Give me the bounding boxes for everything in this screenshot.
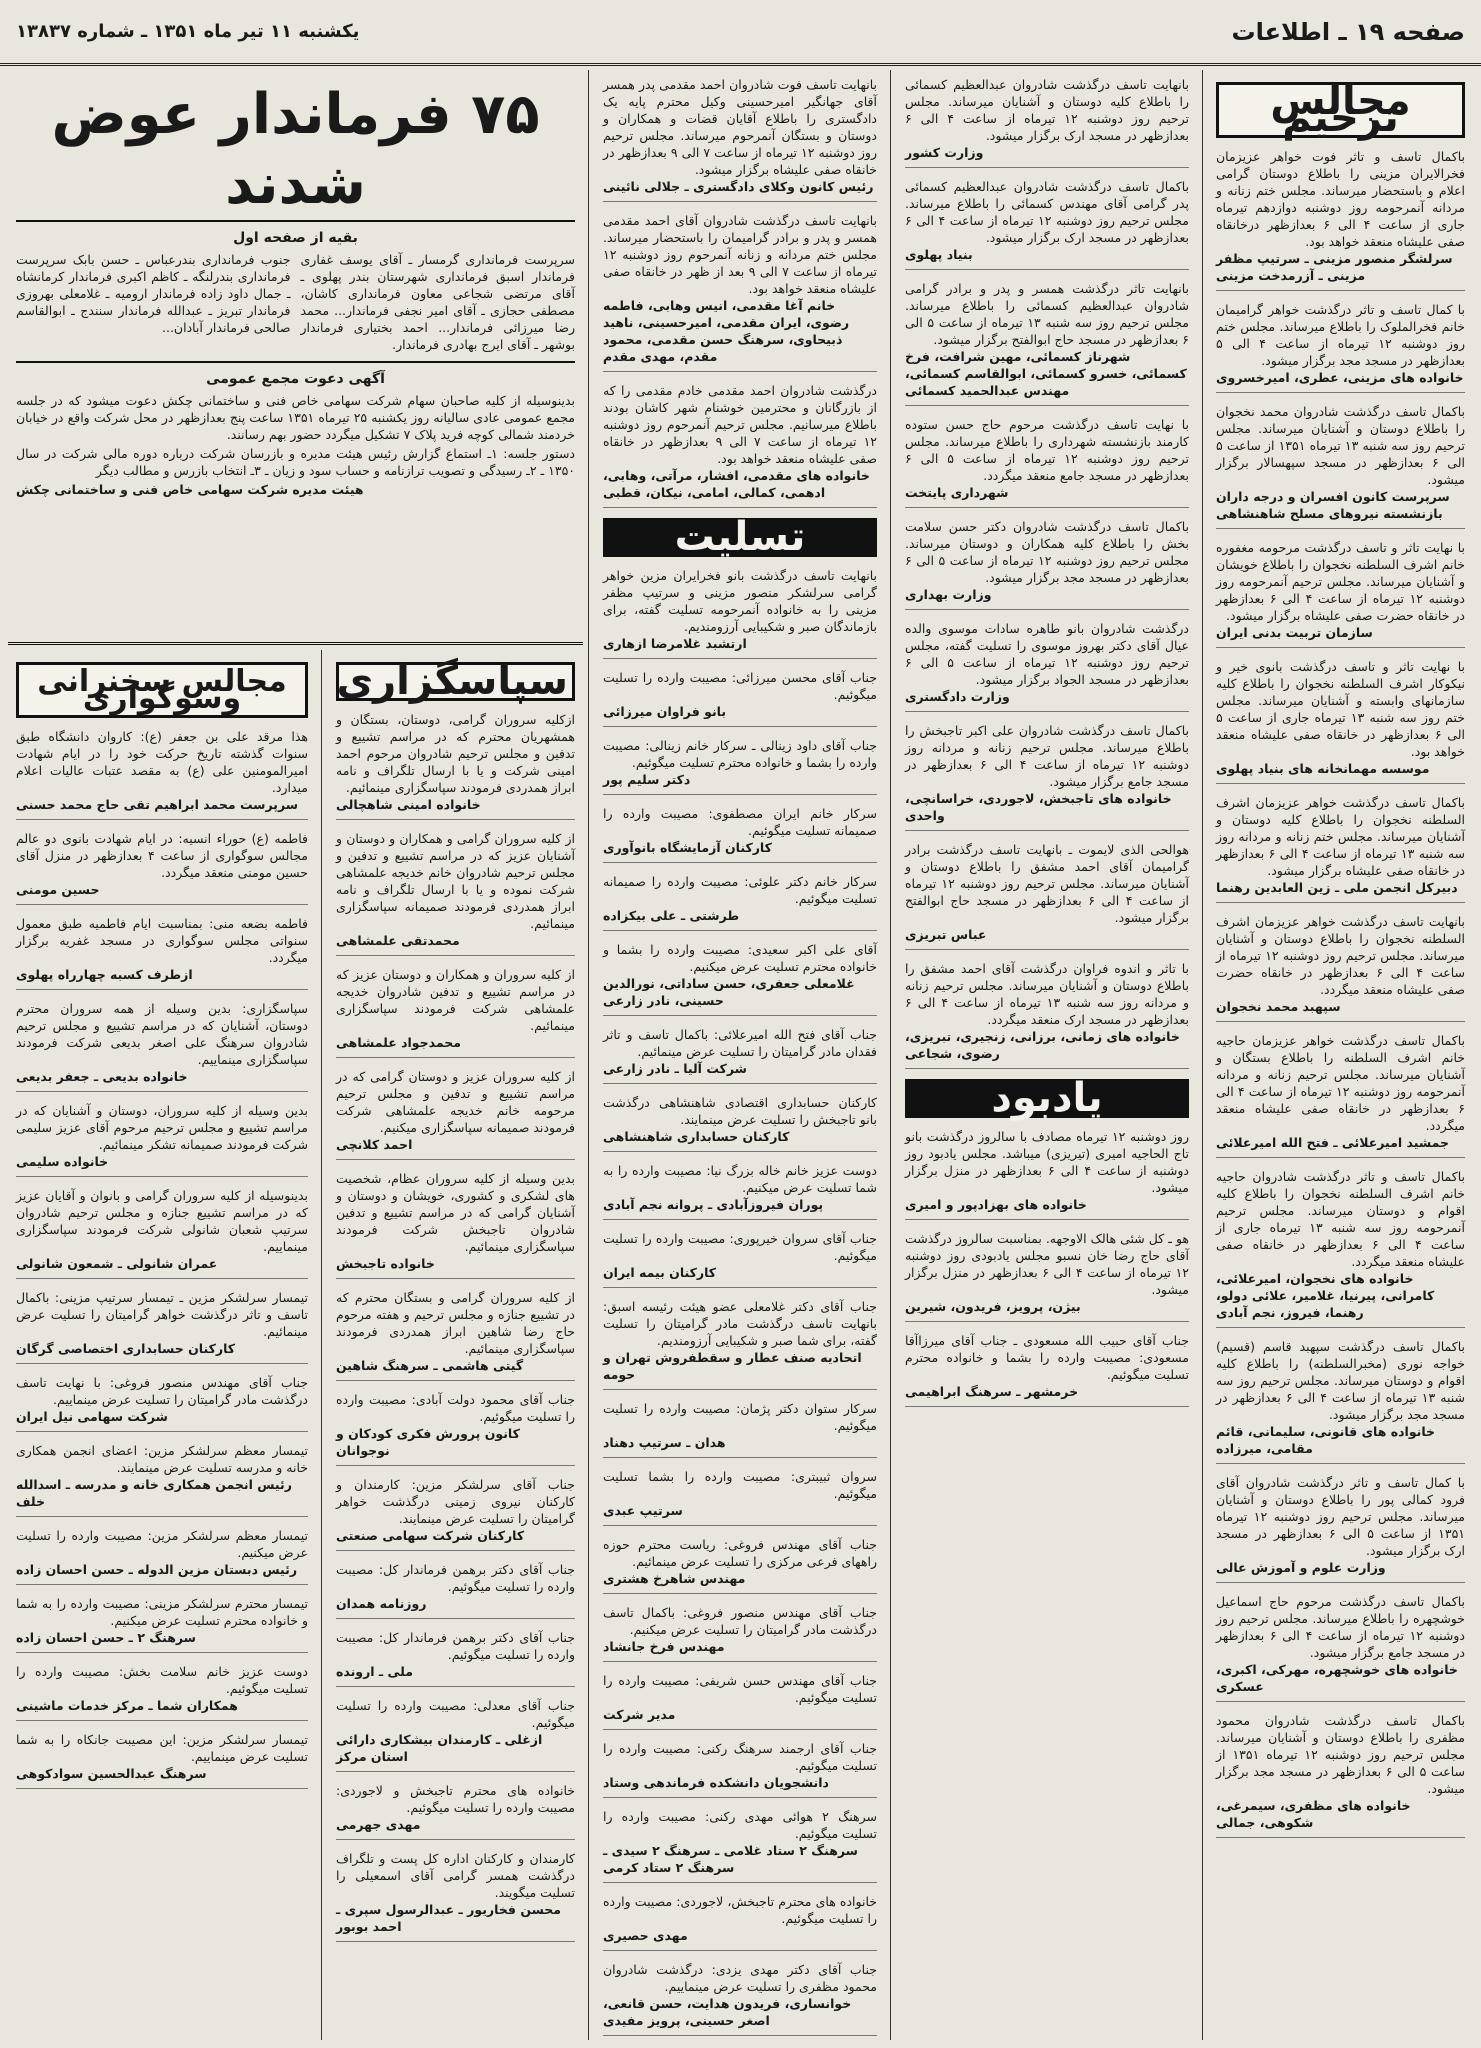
notice-signature: خوانساری، فریدون هدایت، حسن قانعی، اصغر حسینی، پرویز مفیدی <box>603 1996 852 2028</box>
notice-body: سروان ثبیبتری: مصیبت وارده را بشما تسلیت میگوئیم. <box>603 1469 877 1501</box>
notice-signature: مهدی جهرمی <box>336 1817 421 1832</box>
notice-body: جناب آقای محسن میرزائی: مصیبت وارده را تسلیت میگوئیم. <box>603 670 877 702</box>
news-block-governors <box>8 70 583 645</box>
column-divider <box>890 70 891 2040</box>
notice-body: جناب آقای فتح الله امیرعلائی: باکمال تاسف و تاثر فقدان مادر گرامیتان را تسلیت عرض مینمائیم. <box>603 1027 877 1059</box>
notice-item <box>603 1604 877 1662</box>
notice-item <box>16 1731 308 1789</box>
notice-body: بانهایت تاسف درگذشت شادروان عبدالعظیم کسمائی را باطلاع کلیه دوستان و آشنایان میرساند. مجلس ترحیم روز دوشنبه ۱۲ تیرماه از ساعت ۴ الی ۶ بعدازظهر در مسجد ارک برگزار میشود. <box>905 77 1189 143</box>
notice-body: جناب آقای محمود دولت آبادی: مصیبت وارده را تسلیت میگوئیم. <box>336 1392 575 1424</box>
section-title-sokhanrani: مجالس سخنرانی وسوگواری <box>16 662 308 718</box>
notice-body: با تاثر و اندوه فراوان درگذشت آقای احمد مشفق را باطلاع دوستان و آشنایان میرساند. مجلس ترحیم زنانه و مردانه روز سه شنبه ۱۳ تیرماه از ساعت ۴ الی ۶ بعدازظهر در مسجد ارک منعقد میگردد. <box>905 961 1189 1027</box>
notice-body: هذا مرقد علی بن جعفر (ع): کاروان دانشگاه طبق سنوات گذشته تاریخ حرکت خود را در ایام شهادت امیرالمومنین علی (ع) به مقصد عتبات عالیات اعلام میدارد. <box>16 729 308 795</box>
notice-item <box>16 1000 308 1092</box>
notice-body: درگذشت شادروان احمد مقدمی خادم مقدمی را که از بازرگانان و محترمین خوشنام شهر کاشان بودند باطلاع میرسانیم. مجلس ترحیم آنمرحوم روز دوشنبه ۱۲ تیرماه از ساعت ۷ الی ۹ بعدازظهر در خانقاه صفی علیشاه منعقد خواهد بود. <box>603 383 878 466</box>
notice-item <box>905 76 1189 168</box>
issue-date: یکشنبه ۱۱ تیر ماه ۱۳۵۱ ـ شماره ۱۳۸۳۷ <box>16 21 360 42</box>
notice-item <box>16 1663 308 1721</box>
notice-body: باکمال تاسف درگذشت مرحوم حاج اسماعیل خوشچهره را باطلاع میرساند. مجلس ترحیم روز دوشنبه ۱۲ تیرماه از ساعت ۴ الی ۶ بعدازظهر در مسجد جامع برگزار میشود. <box>1216 1594 1465 1660</box>
page-header <box>0 0 1481 66</box>
notice-signature: سرهنگ ۲ ـ حسن احسان زاده <box>16 1630 196 1645</box>
notice-body: تیمسار محترم سرلشکر مزینی: مصیبت وارده را به شما و خانواده محترم تسلیت عرض میکنیم. <box>16 1596 308 1628</box>
notice-signature: خانم آغا مقدمی، انیس وهابی، فاطمه رضوی، ایران مقدمی، امیرحسینی، ناهید ذبیحاوی، سرهنگ حسن مقدمی، محمود مقدم، مهدی مقدم <box>603 298 850 364</box>
notice-signature: ازطرف کسبه چهارراه پهلوی <box>16 967 193 982</box>
notice-body: جناب آقای سرلشکر مزین: کارمندان و کارکنان نیروی زمینی درگذشت خواهر گرامیتان را تسلیت عرض مینمایند. <box>336 1477 575 1526</box>
notice-signature: خانواده های بهزادپور و امیری <box>905 1197 1087 1212</box>
column-two <box>897 70 1197 2040</box>
notice-signature: وزارت دادگستری <box>905 689 1010 704</box>
notice-body: با نهایت تاثر و تاسف درگذشت مرحومه مغفوره خانم اشرف السلطنه نخجوان را باطلاع خویشان و آشنایان میرساند. مجلس ترحیم آنمرحومه روز دوشنبه ۱۲ تیرماه از ساعت ۴ الی ۶ بعدازظهر در خانقاه حضرت صفی علیشاه برگزار میشود. <box>1216 540 1465 623</box>
notice-signature: خانواده های نخجوان، امیرعلائی، کامرانی، پیرنیا، غلامیر، علائی دولو، رهنما، فیروز، نجم آبادی <box>1216 1271 1435 1320</box>
notice-body: جناب آقای معدلی: مصیبت وارده را تسلیت میگوئیم. <box>336 1698 575 1730</box>
ad-signature: هیئت مدیره شرکت سهامی خاص فنی و ساختمانی چکش <box>16 482 364 497</box>
notice-body: باکمال تاسف درگذشت خواهر عزیزمان اشرف السلطنه نخجوان را باطلاع کلیه دوستان و آشنایان میرساند. مجلس ختم زنانه و مردانه روز سه شنبه ۱۳ تیرماه از ساعت ۴ الی ۶ بعدازظهر در خانقاه صفی علیشاه برگزار میشود. <box>1216 795 1465 878</box>
notice-signature: عباس تبریزی <box>905 927 987 942</box>
notice-body: روز دوشنبه ۱۲ تیرماه مصادف با سالروز درگذشت بانو تاج الحاجیه امیری (تیریزی) میباشد. مجلس یادبود روز دوشنبه از ساعت ۴ الی ۶ بعدازظهر در منزل برگزار میشود. <box>905 1129 1189 1195</box>
notice-body: جناب آقای مهندس منصور فروغی: باکمال تاسف درگذشت مادر گرامیتان را تسلیت عرض میکنیم. <box>603 1605 877 1637</box>
notice-item <box>336 1170 575 1279</box>
notice-signature: جمشید امیرعلائی ـ فتح الله امیرعلائی <box>1216 1135 1449 1150</box>
news-paragraph: جنوب فرمانداری بندرعباس ـ حسن بابک سرپرست فرمانداری بندرلنگه ـ کاظم اکبری فرماندار کرمانشاه ـ جمال داود زاده فرماندار ارومیه ـ غلامعلی بهروزی فرماندار تبریز ـ عبدالله فرماندار سنندج ـ ابوالقاسم صالحی فرماندار آبادان... <box>16 252 291 335</box>
news-paragraph: سرپرست فرمانداری گرمسار ـ آقای یوسف غفاری فرماندار اسبق فرمانداری شهرستان بندر پهلوی ـ آقای مرتضی شجاعی معاون فرمانداری کاشان، مصطفی حجازی ـ آقای امیر نجفی فرماندار... محمد رضا میرزائی فرماندار... احمد بختیاری فرماندار بوشهر ـ آقای ایرج بهادری فرماندار. <box>300 252 575 352</box>
notice-signature: وزارت بهداری <box>905 587 992 602</box>
notice-body: بدین وسیله از کلیه سروران عظام، شخصیت های لشکری و کشوری، خویشان و دوستان و آشنایان گرامی که در مراسم تشییع و تدفین شادروان تاجبخش شرکت فرمودند سپاسگزاری مینمائیم. <box>336 1171 575 1254</box>
notice-signature: دانشجویان دانشکده فرماندهی وستاد <box>603 1775 829 1790</box>
section-title-taslit: تسلیت <box>603 518 877 557</box>
notice-item <box>905 841 1189 950</box>
notice-item <box>603 1740 877 1798</box>
notice-signature: محمدتقی علمشاهی <box>336 933 460 948</box>
column-divider <box>321 650 322 2040</box>
notice-item <box>603 805 877 863</box>
notice-signature: رئیس کانون وکلای دادگستری ـ جلالی نائینی <box>603 179 874 194</box>
notice-item <box>603 1468 877 1526</box>
notice-signature: سرلشگر منصور مزینی ـ سرتیپ مظفر مزینی ـ آزرمدخت مزینی <box>1216 251 1453 283</box>
notice-signature: شهرناز کسمائی، مهین شرافت، فرخ کسمائی، خسرو کسمائی، ابوالقاسم کسمائی، مهندس عبدالحمید کسمائی <box>905 349 1187 398</box>
notice-item <box>603 76 877 202</box>
notice-item <box>16 915 308 990</box>
notice-item <box>336 711 575 820</box>
notice-body: تیمسار معظم سرلشکر مزین: مصیبت وارده را تسلیت عرض میکنیم. <box>16 1528 308 1560</box>
notice-signature: محسن فخاریور ـ عبدالرسول سپری ـ احمد بوبور <box>336 1902 562 1934</box>
notice-item <box>1216 658 1465 784</box>
notice-item <box>905 1128 1189 1220</box>
notice-item <box>603 567 877 659</box>
notice-item <box>336 1391 575 1466</box>
notice-item <box>1216 913 1465 1022</box>
notice-body: جناب آقای حبیب الله مسعودی ـ جناب آقای میرزاآقا مسعودی: مصیبت وارده را بشما و خانواده محترم تسلیت میگوئیم. <box>905 1333 1189 1382</box>
headline-governors: ۷۵ فرماندار عوض شدند <box>16 80 575 222</box>
notice-item <box>603 873 877 931</box>
notice-body: تیمسار سرلشکر مزین: این مصیبت جانکاه را به شما تسلیت عرض مینماییم. <box>16 1732 308 1764</box>
notice-signature: عمران شانولی ـ شمعون شانولی <box>16 1256 218 1271</box>
notice-signature: بنیاد پهلوی <box>905 247 973 262</box>
notice-body: بانهایت تاسف فوت شادروان احمد مقدمی پدر همسر آقای جهانگیر امیرحسینی وکیل محترم پایه یک دادگستری را باطلاع آقایان قضات و همکاران و دوستان و بستگان آنمرحوم میرساند. مجلس ترحیم روز دوشنبه ۱۲ تیرماه از ساعت ۷ الی ۹ بعدازظهر در خانقاه صفی علیشاه برگزار میشود. <box>603 77 877 177</box>
notice-signature: سرتیپ عبدی <box>603 1503 683 1518</box>
notice-body: جناب آقای مهندس فروغی: ریاست محترم حوزه راههای فرعی مرکزی را تسلیت عرض مینمائیم. <box>603 1537 877 1569</box>
notice-item <box>905 1230 1189 1322</box>
notice-item <box>336 1629 575 1687</box>
notice-signature: خانواده تاجبخش <box>336 1256 435 1271</box>
notice-item <box>16 830 308 905</box>
notice-body: با کمال تاسف و تاثر درگذشت شادروان آقای فرود کمالی پور را باطلاع دوستان و آشنایان میرساند. مجلس ترحیم روز دوشنبه ۱۲ تیرماه ۱۳۵۱ از ساعت ۵ الی ۶ بعدازظهر در مسجد ارک برگزار میشود. <box>1216 1475 1465 1558</box>
notice-item <box>16 1102 308 1177</box>
notice-body: فاطمه بضعه منی: بمناسبت ایام فاطمیه طبق معمول سنواتی مجلس سوگواری در مسجد غفریه برگزار میگردد. <box>16 916 308 965</box>
notice-body: باکمال تاسف درگذشت شادروان عبدالعظیم کسمائی پدر گرامی آقای مهندس کسمائی را باطلاع میرساند. مجلس ترحیم روز دوشنبه ۱۲ تیرماه از ساعت ۴ الی ۶ بعدازظهر در مسجد ارک برگزار میشود. <box>905 179 1190 245</box>
notice-signature: پوران فیروزآبادی ـ پروانه نجم آبادی <box>603 1197 824 1212</box>
notice-signature: سرهنگ ۲ ستاد غلامی ـ سرهنگ ۲ سیدی ـ سرهنگ ۲ ستاد کرمی <box>603 1843 858 1875</box>
notice-body: از کلیه سروران عزیز و دوستان گرامی که در مراسم تشییع و تدفین و مجلس ترحیم مرحومه خانم خدیجه علمشاهی شرکت فرمودند صمیمانه سپاسگزاری میکنیم. <box>336 1069 575 1135</box>
notice-item <box>1216 1168 1465 1328</box>
notice-signature: بانو فراوان میرزائی <box>603 704 727 719</box>
notice-signature: همکاران شما ـ مرکز خدمات ماشینی <box>16 1698 238 1713</box>
column-divider <box>588 70 589 2040</box>
notice-signature: خانواده های مظفری، سیمرغی، شکوهی، جمالی <box>1216 1798 1411 1830</box>
notice-signature: سازمان تربیت بدنی ایران <box>1216 625 1373 640</box>
notice-body: دوست عزیز خانم خاله بزرگ نیا: مصیبت وارده را به شما تسلیت عرض میکنیم. <box>603 1163 877 1195</box>
notice-signature: مهندس فرخ جانشاد <box>603 1639 725 1654</box>
notice-body: بانهایت تاسف درگذشت خواهر عزیزمان اشرف السلطنه نخجوان را باطلاع دوستان و آشنایان میرساند. مجلس ترحیم روز دوشنبه ۱۲ تیرماه از ساعت ۴ الی ۶ بعدازظهر در خانقاه حضرت صفی علیشاه منعقد میگردد. <box>1216 914 1465 997</box>
notice-signature: رئیس انجمن همکاری خانه و مدرسه ـ اسدالله خلف <box>16 1477 292 1509</box>
notice-signature: غلامعلی جعفری، حسن ساداتی، نورالدین حسینی، نادر زارعی <box>603 976 855 1008</box>
notice-item <box>16 1187 308 1279</box>
notice-item <box>603 1672 877 1730</box>
notice-item <box>603 1298 877 1390</box>
notice-signature: خانواده بدیعی ـ جعفر بدیعی <box>16 1069 188 1084</box>
notice-body: جناب آقای دکتر مهدی یزدی: درگذشت شادروان محمود مظفری را تسلیت عرض مینماییم. <box>603 1962 877 1994</box>
notice-body: جناب آقای دکتر غلامعلی عضو هیئت رئیسه اسبق: بانهایت تاسف درگذشت مادر گرامیتان را تسلیت گفته، برای شما صبر و شکیبایی آرزومندیم. <box>603 1299 877 1348</box>
notice-item <box>603 1094 877 1152</box>
notice-body: از کلیه سروران و همکاران و دوستان عزیز که در مراسم تشییع و تدفین شادروان خدیجه علمشاهی شرکت فرمودند سپاسگزاری مینمائیم. <box>336 967 575 1033</box>
notice-body: سرهنگ ۲ هوائی مهدی رکنی: مصیبت وارده را تسلیت میگوئیم. <box>603 1809 877 1841</box>
column-sepasgozari <box>328 650 583 2040</box>
notice-signature: خرمشهر ـ سرهنگ ابراهیمی <box>905 1384 1079 1399</box>
notice-item <box>603 1536 877 1594</box>
notice-item <box>603 1893 877 1951</box>
notice-body: باکمال تاسف و تاثر فوت خواهر عزیزمان فخرالایران مزینی را باطلاع دوستان گرامی اعلام و باستحضار میرساند. مجلس ختم زنانه و مردانه آنمرحومه روز دوشنبه دوازدهم تیرماه جاری از ساعت ۴ الی ۶ بعدازظهر درخانقاه صفی علیشاه منعقد خواهد بود. <box>1216 149 1465 249</box>
notice-item <box>1216 539 1465 648</box>
notice-body: جناب آقای مهندس منصور فروغی: با نهایت تاسف درگذشت مادر گرامیتان را تسلیت عرض مینماییم. <box>16 1375 308 1407</box>
notice-signature: خانواده های مقدمی، افشار، مرآتی، وهابی، ادهمی، کمالی، امامی، نیکان، قطبی <box>603 468 870 500</box>
continued-label: بقیه از صفحه اول <box>233 230 358 246</box>
notice-signature: ارتشبد غلامرضا ازهاری <box>603 636 747 651</box>
notice-signature: اتحادیه صنف عطار و سقطفروش تهران و حومه <box>603 1350 862 1382</box>
notice-signature: مدیر شرکت <box>603 1707 676 1722</box>
notice-body: هوالحی الذی لایموت ـ بانهایت تاسف درگذشت برادر گرامیمان آقای احمد مشفق را باطلاع دوستان و آشنایان میرساند. مجلس ترحیم روز دوشنبه ۱۲ تیرماه از ساعت ۴ الی ۶ بعدازظهر در مسجد حاج ابوالفتح برگزار میشود. <box>905 842 1189 925</box>
section-title-sepasgozari: سپاسگزاری <box>336 662 575 701</box>
notice-signature: وزارت کشور <box>905 145 984 160</box>
notice-signature: خانواده های مزینی، عطری، امیرخسروی <box>1216 370 1464 385</box>
notice-signature: موسسه مهمانخانه های بنیاد پهلوی <box>1216 761 1430 776</box>
notice-signature: کارکنان آزمایشگاه بانوآوری <box>603 840 772 855</box>
notice-item <box>336 1068 575 1160</box>
notice-body: بانهایت تاسف درگذشت شادروان آقای احمد مقدمی همسر و پدر و برادر گرامیمان را باستحضار میرساند. مجلس ختم مردانه و زنانه آنمرحوم روز دوشنبه ۱۲ تیرماه از ساعت ۷ الی ۹ بعد از ظهر در خانقاه صفی علیشاه منعقد خواهد بود. <box>603 213 877 296</box>
section-title-yadbud: یادبود <box>905 1079 1189 1118</box>
notice-item <box>336 1782 575 1840</box>
notice-item <box>1216 1474 1465 1583</box>
ad-body: بدینوسیله از کلیه صاحبان سهام شرکت سهامی خاص فنی و ساختمانی چکش دعوت میشود که در جلسه مجمع عمومی عادی سالیانه روز یکشنبه ۲۵ تیرماه ۱۳۵۱ ساعت پنج بعدازظهر در محل شرکت واقع در خیابان خردمند شمالی کوچه فرید پلاک ۷ تشکیل میگردد حضور بهم رسانند. <box>16 393 576 442</box>
notice-body: از کلیه سروران گرامی و همکاران و دوستان و آشنایان عزیز که در مراسم تشییع و تدفین و مجلس ترحیم شادروان خانم خدیجه علمشاهی شرکت نموده و یا با ارسال تلگراف و نامه ابراز همدردی فرمودند صمیمانه سپاسگزاری مینمائیم. <box>336 831 575 931</box>
notice-item <box>603 1230 877 1288</box>
notice-signature: بیژن، پرویز، فریدون، شیرین <box>905 1299 1081 1314</box>
notice-body: کارکنان حسابداری اقتصادی شاهنشاهی درگذشت بانو تاجبخش را تسلیت عرض مینمایند. <box>603 1095 877 1127</box>
notice-item <box>905 722 1189 831</box>
notice-item <box>905 280 1189 406</box>
notice-body: تیمسار سرلشکر مزین ـ تیمسار سرتیپ مزینی: باکمال تاسف و تاثر درگذشت خواهر گرامیتان را تسلیت عرض مینمائیم. <box>16 1290 308 1339</box>
notice-body: باکمال تاسف درگذشت شادروان محمود مظفری را باطلاع دوستان و آشنایان میرساند. مجلس ترحیم روز دوشنبه ۱۲ تیرماه ۱۳۵۱ از ساعت ۵ الی ۶ بعدازظهر در مسجد مجد برگزار میشود. <box>1216 1713 1466 1796</box>
notice-body: جناب آقای داود زینالی ـ سرکار خانم زینالی: مصیبت وارده را بشما و خانواده محترم تسلیت میگوئیم. <box>603 738 877 770</box>
notice-body: باکمال تاسف درگذشت شادروان محمد نخجوان را باطلاع دوستان و آشنایان میرساند. مجلس ترحیم روز سه شنبه ۱۳ تیرماه ۱۳۵۱ از ساعت ۵ الی ۶ بعدازظهر در مسجد سپهسالار برگزار میشود. <box>1216 404 1465 487</box>
notice-signature: حسین مومنی <box>16 882 100 897</box>
notice-signature: ملی ـ ارونده <box>336 1664 414 1679</box>
column-three <box>595 70 885 2040</box>
notice-signature: وزارت علوم و آموزش عالی <box>1216 1560 1386 1575</box>
notice-signature: خانواده های تاجبخش، لاجوردی، خراسانچی، واحدی <box>905 791 1172 823</box>
column-majales-tarhim <box>1208 70 1473 2040</box>
notice-signature: کارکنان حسابداری اختصاصی گرگان <box>16 1341 236 1356</box>
notice-body: هو ـ کل شئی هالک الاوجهه. بمناسبت سالروز درگذشت آقای حاج رضا خان نسبو مجلس یادبودی روز دوشنبه ۱۲ تیرماه از ساعت ۴ الی ۶ بعدازظهر در منزل برگزار میشود. <box>905 1231 1189 1297</box>
column-sokhanrani <box>8 650 316 2040</box>
notice-body: فاطمه (ع) حوراء انسیه: در ایام شهادت بانوی دو عالم مجالس سوگواری از ساعت ۴ بعدازظهر در منزل آقای حسین مومنی منعقد میگردد. <box>16 831 309 880</box>
page-number: صفحه ۱۹ ـ اطلاعات <box>1231 17 1465 46</box>
notice-item <box>1216 794 1465 903</box>
notice-item <box>336 1697 575 1772</box>
notice-item <box>16 1374 308 1432</box>
notice-body: ازکلیه سروران گرامی، دوستان، بستگان و همشهریان محترم که در مراسم تشییع و تدفین و مجلس ترحیم شادروان مرحوم احمد امینی شرکت و یا با ارسال تلگراف و نامه ابراز همدردی فرمودند سپاسگزاری مینمائیم. <box>336 712 575 795</box>
notice-body: باکمال تاسف و تاثر درگذشت شادروان حاجیه خانم اشرف السلطنه نخجوان را باطلاع کلیه اقوام و دوستان میرساند. مجلس ترحیم آنمرحومه روز سه شنبه ۱۳ تیرماه جاری از ساعت ۴ الی ۶ بعدازظهر در خانقاه صفی علیشاه منعقد میگردد. <box>1216 1169 1465 1269</box>
notice-signature: خانواده های زمانی، برزانی، زنجیری، تبریزی، رضوی، شجاعی <box>905 1029 1180 1061</box>
notice-item <box>336 830 575 956</box>
notice-item <box>336 966 575 1058</box>
notice-body: بانهایت تاسف درگذشت بانو فخرایران مزین خواهر گرامی سرلشکر منصور مزینی و سرتیپ مظفر مزینی را به خانواده آنمرحومه تسلیت گفته، برای بازماندگان صبر و شکیبایی آرزومندیم. <box>603 568 877 634</box>
notice-item <box>603 382 877 508</box>
notice-signature: شرکت سهامی نیل ایران <box>16 1409 168 1424</box>
notice-item <box>336 1476 575 1551</box>
notice-signature: شهرداری پایتخت <box>905 485 1009 500</box>
notice-signature: هدان ـ سرتیپ دهناد <box>603 1435 726 1450</box>
notice-signature: روزنامه همدان <box>336 1596 427 1611</box>
notice-signature: دکتر سلیم پور <box>603 772 691 787</box>
notice-item <box>336 1850 575 1942</box>
notice-item <box>603 212 877 372</box>
section-title-majales-tarhim: مجالس ترحیم <box>1216 82 1465 138</box>
notice-item <box>603 669 877 727</box>
notice-body: با نهایت تاثر و تاسف درگذشت بانوی خیر و نیکوکار اشرف السلطنه نخجوان را باطلاع کلیه سازمانهای وابسته و آشنایان میرساند. مجلس ختم روز سه شنبه ۱۳ تیرماه جاری از ساعت ۵ الی ۶ بعدازظهر در خانقاه صفی علیشاه منعقد خواهد بود. <box>1216 659 1465 759</box>
notice-signature: سرپرست کانون افسران و درجه داران بازنشسته نیروهای مسلح شاهنشاهی <box>1216 489 1450 521</box>
notice-body: کارمندان و کارکنان اداره کل پست و تلگراف درگذشت همسر گرامی آقای اسمعیلی را تسلیت میگویند. <box>336 1851 575 1900</box>
notice-item <box>1216 148 1465 291</box>
notice-item <box>16 1527 308 1585</box>
notice-item <box>16 1595 308 1653</box>
notice-body: با نهایت تاسف درگذشت مرحوم حاج حسن ستوده کارمند بازنشسته شهرداری را باطلاع میرساند. مجلس ترحیم روز دوشنبه ۱۲ تیرماه از ساعت ۵ الی ۶ بعدازظهر در مسجد جامع منعقد میگردد. <box>905 417 1189 483</box>
notice-item <box>336 1561 575 1619</box>
notice-body: با کمال تاسف و تاثر درگذشت خواهر گرامیمان خانم فخرالملوک را باطلاع میرساند. مجلس ختم روز دوشنبه ۱۲ تیرماه از ساعت ۴ الی ۵ بعدازظهر در مسجد مجد برگزار میشود. <box>1216 302 1465 368</box>
notice-body: دوست عزیز خانم سلامت بخش: مصیبت وارده را تسلیت میگوئیم. <box>16 1664 308 1696</box>
notice-signature: سرپرست محمد ابراهیم تقی حاج محمد حسنی <box>16 797 299 812</box>
notice-signature: خانواده امینی شاهچالی <box>336 797 481 812</box>
notice-body: سرکار ستوان دکتر پژمان: مصیبت وارده را تسلیت میگوئیم. <box>603 1401 877 1433</box>
notice-item <box>603 737 877 795</box>
notice-body: خانواده های محترم تاجبخش و لاجوردی: مصیبت وارده را تسلیت میگوئیم. <box>336 1783 575 1815</box>
notice-item <box>603 1026 877 1084</box>
notice-body: سرکار خانم دکتر علوئی: مصیبت وارده را صمیمانه تسلیت میگوئیم. <box>603 874 877 906</box>
notice-body: جناب آقای مهندس حسن شریفی: مصیبت وارده را تسلیت میگوئیم. <box>603 1673 877 1705</box>
notice-body: باکمال تاسف درگذشت شادروان دکتر حسن سلامت بخش را باطلاع کلیه همکاران و دوستان میرساند. مجلس ترحیم روز دوشنبه ۱۲ تیرماه از ساعت ۵ الی ۶ بعدازظهر در مسجد مجد برگزار میشود. <box>905 519 1190 585</box>
notice-body: آقای علی اکبر سعیدی: مصیبت وارده را بشما و خانواده محترم تسلیت عرض میکنیم. <box>603 942 877 974</box>
notice-signature: دبیرکل انجمن ملی ـ زین العابدین رهنما <box>1216 880 1458 895</box>
notice-signature: خانواده سلیمی <box>16 1154 109 1169</box>
notice-item <box>1216 1712 1465 1838</box>
notice-item <box>1216 1593 1465 1702</box>
notice-body: باکمال تاسف درگذشت سپهبد قاسم (قسیم) خواجه نوری (مخبرالسلطنه) را باطلاع کلیه اقوام و دوستان میرساند. مجلس ترحیم روز سه شنبه ۱۳ تیرماه از ساعت ۴ الی ۶ بعدازظهر در مسجد مجد برگزار میشود. <box>1216 1339 1465 1422</box>
notice-item <box>603 1808 877 1883</box>
notice-item <box>603 1400 877 1458</box>
notice-item <box>603 941 877 1016</box>
notice-body: جناب آقای سروان خیرپوری: مصیبت وارده را تسلیت میگوئیم. <box>603 1231 877 1263</box>
notice-item <box>16 1289 308 1364</box>
notice-signature: خانواده های قانونی، سلیمانی، قائم مقامی، میرزاده <box>1216 1424 1436 1456</box>
notice-signature: احمد کلانچی <box>336 1137 413 1152</box>
notice-signature: مهندس شاهرخ هشتری <box>603 1571 746 1586</box>
notice-signature: شرکت آلیا ـ نادر زارعی <box>603 1061 747 1076</box>
notice-body: جناب آقای دکتر برهمن فرماندار کل: مصیبت وارده را تسلیت میگوئیم. <box>336 1630 575 1662</box>
notice-signature: کارکنان حسابداری شاهنشاهی <box>603 1129 790 1144</box>
notice-body: بدین وسیله از کلیه سروران، دوستان و آشنایان که در مراسم تشییع و مجلس ترحیم مرحوم آقای عزیز سلیمی شرکت فرمودند صمیمانه تشکر مینمائیم. <box>16 1103 308 1152</box>
notice-body: سرکار خانم ایران مصطفوی: مصیبت وارده را صمیمانه تسلیت میگوئیم. <box>603 806 877 838</box>
notice-item <box>336 1289 575 1381</box>
notice-signature: مهدی حصیری <box>603 1928 688 1943</box>
notice-item <box>16 1442 308 1517</box>
column-divider <box>1202 70 1203 2040</box>
notice-body: خانواده های محترم تاجبخش، لاجوردی: مصیبت وارده را تسلیت میگوئیم. <box>603 1894 877 1926</box>
notice-body: درگذشت شادروان بانو طاهره سادات موسوی والده عیال آقای دکتر بهروز موسوی را تسلیت گفته، مجلس ترحیم روز دوشنبه ۱۲ تیرماه از ساعت ۵ الی ۶ بعدازظهر در مسجد الجواد برگزار میشود. <box>905 621 1189 687</box>
notice-item <box>603 1961 877 2036</box>
notice-item <box>905 960 1189 1069</box>
notice-item <box>1216 403 1465 529</box>
notice-item <box>1216 1032 1465 1158</box>
notice-body: بانهایت تاثر درگذشت همسر و پدر و برادر گرامی شادروان عبدالعظیم کسمائی را باطلاع میرساند. مجلس ترحیم روز سه شنبه ۱۳ تیرماه از ساعت ۵ الی ۶ بعدازظهر در مسجد حاج ابوالفتح برگزار میشود. <box>905 281 1189 347</box>
notice-body: سپاسگزاری: بدین وسیله از همه سروران محترم دوستان، آشنایان که در مراسم تشییع و مجلس ترحیم شادروان سرهنگ علی اصغر بدیعی شرکت فرمودند سپاسگزاری مینماییم. <box>16 1001 308 1067</box>
notice-signature: کارکنان بیمه ایران <box>603 1265 717 1280</box>
ad-agenda: دستور جلسه: ۱ـ استماع گزارش رئیس هیئت مدیره و بازرسان شرکت درباره دوره مالی شرکت در سال ۱۳۵۰ ـ ۲ـ رسیدگی و تصویب ترازنامه و حساب سود و زیان ـ ۳ـ انتخاب بازرس و مطالب دیگر <box>16 446 575 478</box>
notice-signature: گیتی هاشمی ـ سرهنگ شاهین <box>336 1358 524 1373</box>
notice-item <box>905 416 1189 508</box>
notice-signature: طرشتی ـ علی بیکزاده <box>603 908 740 923</box>
notice-item <box>603 1162 877 1220</box>
notice-body: از کلیه سروران گرامی و بستگان محترم که در تشییع جنازه و مجلس ترحیم و هفته مرحوم حاج رضا شاهین ابراز همدردی فرمودند سپاسگزاری مینمائیم. <box>336 1290 575 1356</box>
notice-item <box>1216 1338 1465 1464</box>
notice-item <box>905 620 1189 712</box>
notice-item <box>16 728 308 820</box>
notice-item <box>905 518 1189 610</box>
notice-signature: محمدجواد علمشاهی <box>336 1035 461 1050</box>
notice-signature: ازغلی ـ کارمندان بیشکاری دارائی استان مرکز <box>336 1732 543 1764</box>
notice-signature: خانواده های خوشچهره، مهرکی، اکبری، عسکری <box>1216 1662 1458 1694</box>
notice-body: جناب آقای ارجمند سرهنگ رکنی: مصیبت وارده را تسلیت میگوئیم. <box>603 1741 877 1773</box>
notice-body: بدینوسیله از کلیه سروران گرامی و بانوان و آقایان عزیز که در مراسم تشییع جنازه و مجلس ترحیم شادروان سرتیپ شعبان شانولی شرکت فرمودند سپاسگزاری مینماییم. <box>16 1188 308 1254</box>
notice-item <box>905 178 1189 270</box>
notice-signature: رئیس دبستان مزین الدوله ـ حسن احسان زاده <box>16 1562 298 1577</box>
notice-item <box>1216 301 1465 393</box>
notice-signature: کانون پرورش فکری کودکان و نوجوانان <box>336 1426 520 1458</box>
notice-item <box>905 1332 1189 1407</box>
notice-signature: سپهبد محمد نخجوان <box>1216 999 1341 1014</box>
notice-body: باکمال تاسف درگذشت خواهر عزیزمان حاجیه خانم اشرف السلطنه را باطلاع بستگان و آشنایان میرساند. مجلس ترحیم زنانه و مردانه آنمرحومه روز دوشنبه ۱۲ تیرماه از ساعت ۴ الی ۶ بعدازظهر در خانقاه صفی علیشاه منعقد میگردد. <box>1216 1033 1465 1133</box>
ad-title: آگهی دعوت مجمع عمومی <box>206 371 385 387</box>
notice-signature: کارکنان شرکت سهامی صنعتی <box>336 1528 525 1543</box>
notice-signature: سرهنگ عبدالحسین سوادکوهی <box>16 1766 207 1781</box>
notice-body: جناب آقای دکتر برهمن فرماندار کل: مصیبت وارده را تسلیت میگوئیم. <box>336 1562 575 1594</box>
notice-body: تیمسار معظم سرلشکر مزین: اعضای انجمن همکاری خانه و مدرسه تسلیت عرض مینمایند. <box>16 1443 308 1475</box>
notice-body: باکمال تاسف درگذشت شادروان علی اکبر تاجبخش را باطلاع میرساند. مجلس ترحیم زنانه و مردانه روز دوشنبه ۱۲ تیرماه از ساعت ۴ الی ۶ بعدازظهر در مسجد جامع برگزار میشود. <box>905 723 1189 789</box>
